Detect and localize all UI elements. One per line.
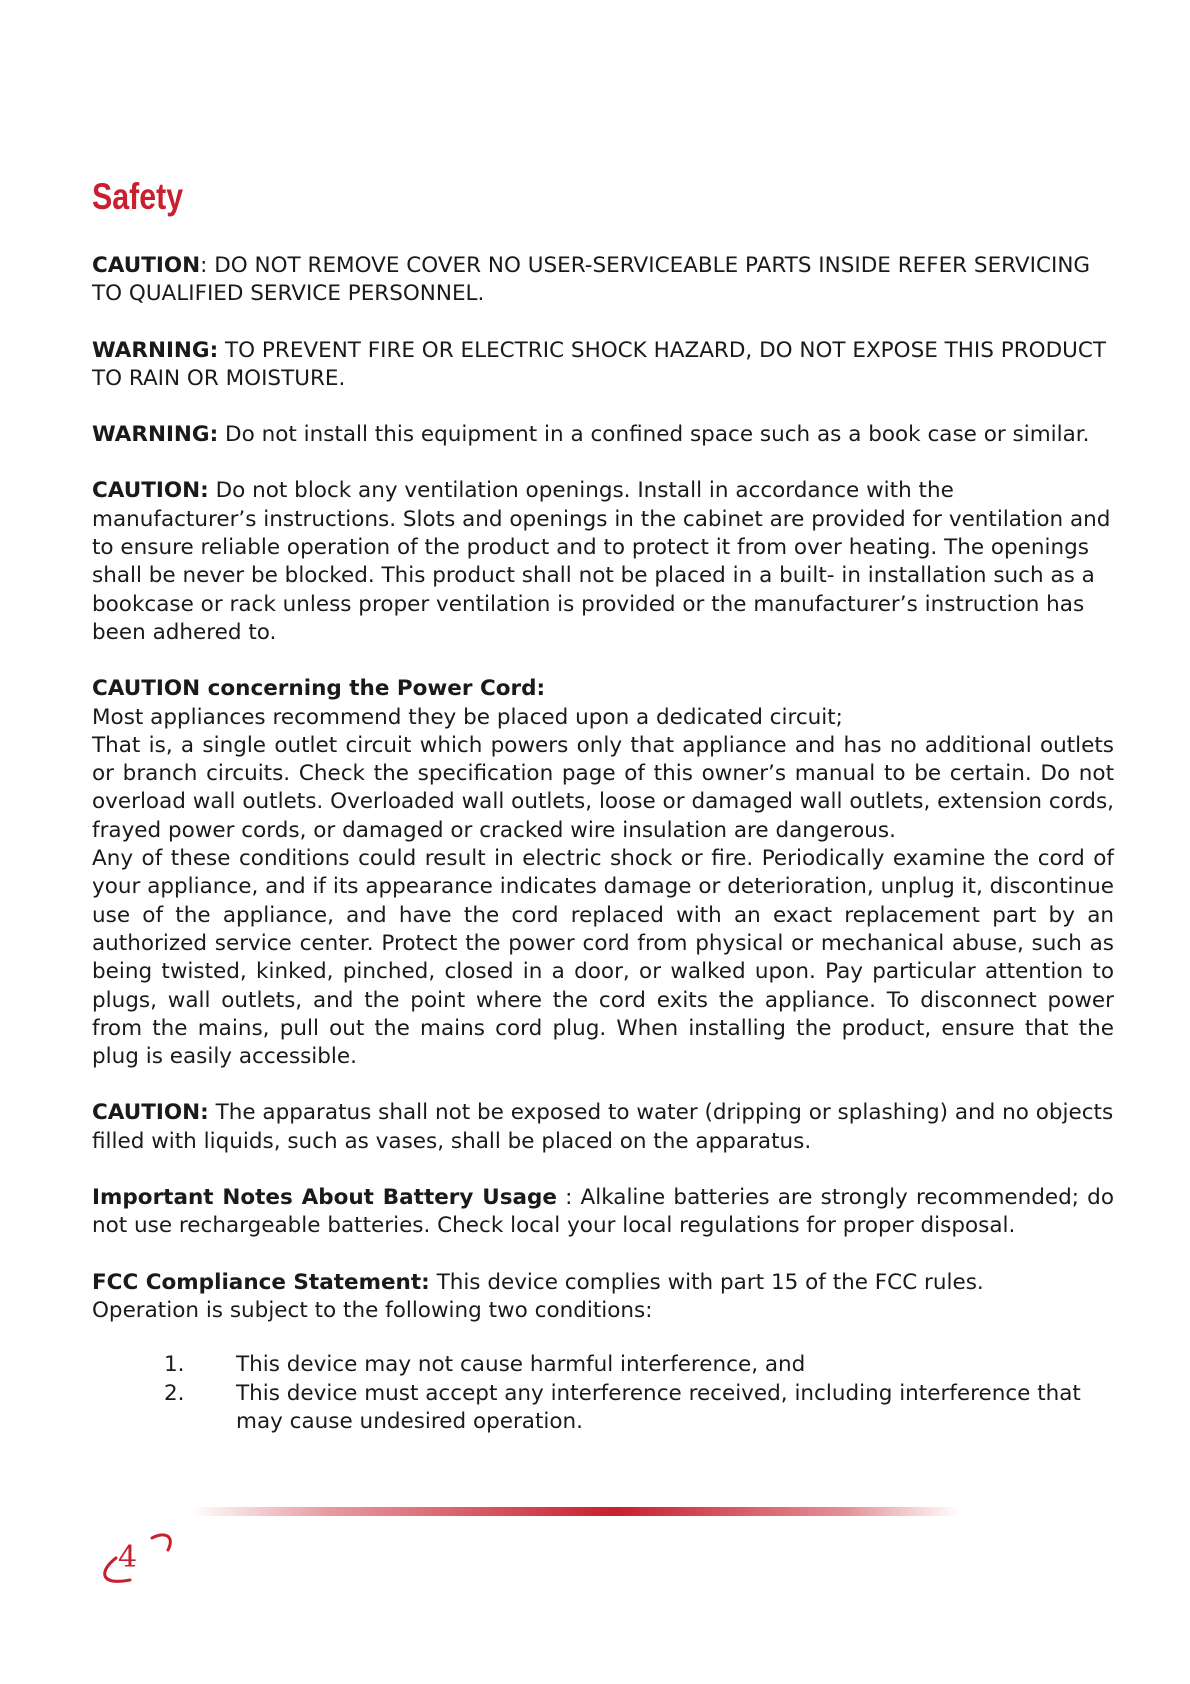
warning-fire-line-1 <box>92 337 1114 365</box>
warning-label: WARNING: <box>92 337 219 363</box>
caution-label: CAUTION: <box>92 478 209 504</box>
caution-ventilation-text-2: manufacturer’s instructions. Slots and openings in the cabinet are provided for ventilation and <box>92 506 1111 532</box>
fcc-section <box>92 1269 1114 1436</box>
caution-ventilation-text-3: to ensure reliable operation of the product and to protect it from over heating. The openings <box>92 535 1089 561</box>
caution-ventilation-text-5: bookcase or rack unless proper ventilation is provided or the manufacturer’s instruction has <box>92 591 1085 617</box>
caution-cover-line-1 <box>92 252 1114 280</box>
caution-cover-text-2: TO QUALIFIED SERVICE PERSONNEL. <box>92 281 485 307</box>
warning-fire-text-2: TO RAIN OR MOISTURE. <box>92 365 346 391</box>
caution-ventilation-paragraph <box>92 477 1114 647</box>
page-number-badge <box>90 1528 186 1598</box>
fcc-label: FCC Compliance Statement: <box>92 1269 430 1295</box>
list-item-text: This device may not cause harmful interference, and <box>236 1352 806 1378</box>
power-cord-heading: CAUTION concerning the Power Cord: <box>92 676 546 702</box>
footer-divider <box>190 1507 960 1516</box>
fcc-line-1 <box>92 1269 1114 1297</box>
warning-space-text: Do not install this equipment in a confined space such as a book case or similar. <box>218 422 1090 448</box>
safety-content <box>92 252 1114 1464</box>
caution-label: CAUTION: <box>92 1100 209 1126</box>
caution-ventilation-line-1 <box>92 477 1114 505</box>
battery-notes-label: Important Notes About Battery Usage <box>92 1185 557 1211</box>
warning-fire-text-1: TO PREVENT FIRE OR ELECTRIC SHOCK HAZARD, DO NOT EXPOSE THIS PRODUCT <box>218 337 1107 363</box>
caution-ventilation-text-1: Do not block any ventilation openings. Install in accordance with the <box>208 478 954 504</box>
page-number: 4 <box>118 1540 138 1575</box>
caution-water-text-1: The apparatus shall not be exposed to water (dripping or splashing) and no objects <box>208 1100 1114 1126</box>
list-item-number: 1. <box>164 1352 185 1378</box>
caution-water-paragraph <box>92 1099 1114 1156</box>
battery-notes-text: : Alkaline batteries are strongly recommended; do not use rechargeable batteries. Check local your local regulations for proper disposal. <box>92 1185 1114 1239</box>
warning-label: WARNING: <box>92 422 219 448</box>
warning-space-paragraph <box>92 421 1114 449</box>
caution-ventilation-text-4: shall be never be blocked. This product shall not be placed in a built- in installation such as a <box>92 563 1095 589</box>
caution-water-text-2: filled with liquids, such as vases, shall be placed on the apparatus. <box>92 1128 812 1154</box>
fcc-text-2: Operation is subject to the following two conditions: <box>92 1297 653 1323</box>
list-item-number: 2. <box>164 1380 185 1406</box>
fcc-text-1: This device complies with part 15 of the FCC rules. <box>429 1269 984 1295</box>
page-number-swoosh-icon <box>90 1528 186 1598</box>
battery-notes-paragraph <box>92 1184 1114 1241</box>
power-cord-intro: Most appliances recommend they be placed upon a dedicated circuit; <box>92 704 843 730</box>
caution-cover-paragraph <box>92 252 1114 309</box>
list-item <box>92 1380 1114 1437</box>
caution-cover-text-1: : DO NOT REMOVE COVER NO USER-SERVICEABLE PARTS INSIDE REFER SERVICING <box>200 253 1091 278</box>
list-item-text: This device must accept any interference received, including interference that may cause undesired operation. <box>236 1380 1081 1434</box>
power-cord-section <box>92 675 1114 1071</box>
caution-ventilation-text-6: been adhered to. <box>92 619 277 645</box>
fcc-conditions-list <box>92 1351 1114 1436</box>
warning-fire-paragraph <box>92 337 1114 394</box>
power-cord-paragraph-3: Any of these conditions could result in electric shock or fire. Periodically examine the cord of your appliance, and if its appearance indicates damage or deterioration, unplug it, discontinue use of the appliance, and have the cord replaced with an exact replacement part by an authorized service center. Protect the power cord from physical or mechanical abuse, such as being twisted, kinked, pinched, closed in a door, or walked upon. Pay particular attention to plugs, wall outlets, and the point where the cord exits the appliance. To disconnect power from the mains, pull out the mains cord plug. When installing the product, ensure that the plug is easily accessible. <box>92 846 1114 1070</box>
caution-label: CAUTION <box>92 253 201 278</box>
page-title: Safety <box>92 176 184 217</box>
list-item <box>92 1351 1114 1379</box>
power-cord-paragraph-2: That is, a single outlet circuit which powers only that appliance and has no additional outlets or branch circuits. Check the specification page of this owner’s manual to be certain. Do not overload wall outlets. Overloaded wall outlets, loose or damaged wall outlets, extension cords, frayed power cords, or damaged or cracked wire insulation are dangerous. <box>92 732 1114 843</box>
caution-water-line-1 <box>92 1099 1114 1127</box>
